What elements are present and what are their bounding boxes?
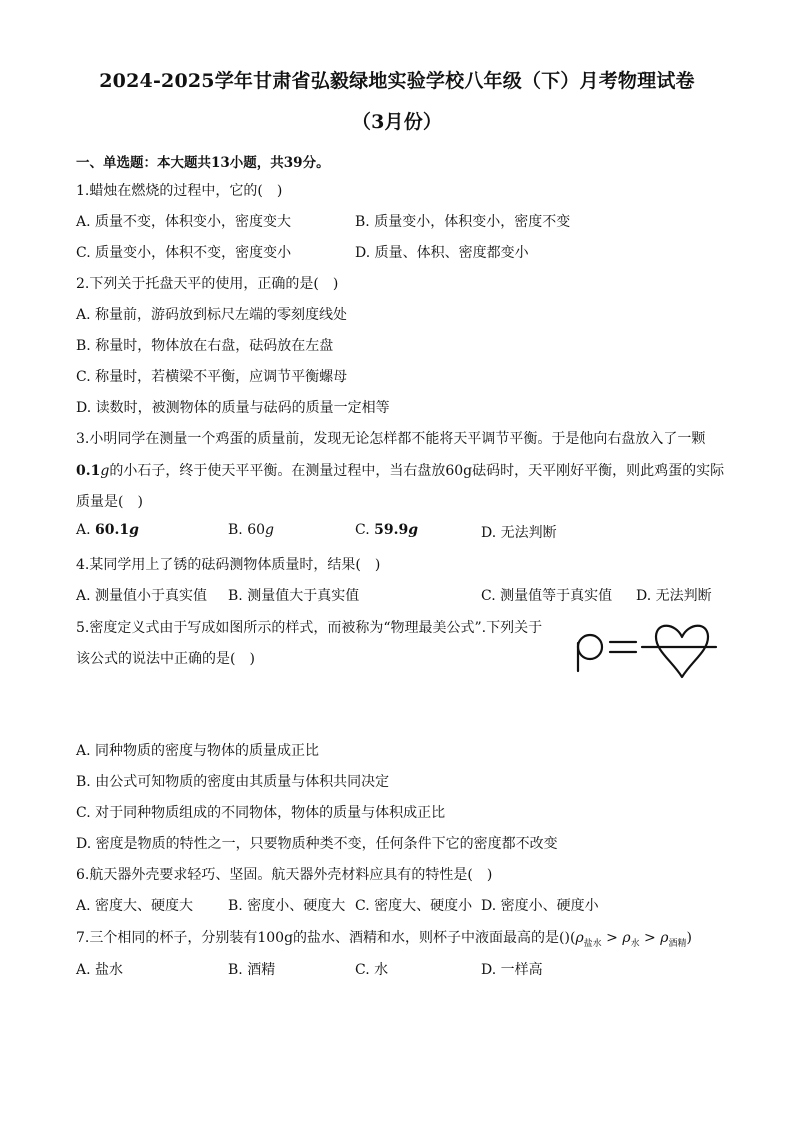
q3-option-a-unit: g bbox=[129, 522, 139, 538]
q3-line2-text: 的小石子，终于使天平平衡。在测量过程中，当右盘放60g砝码时，天平刚好平衡，则此鸡蛋的实际 bbox=[109, 463, 725, 479]
q3-mass-unit: g bbox=[100, 463, 110, 479]
q1-option-b: B. 质量变小，体积变小，密度不变 bbox=[355, 214, 571, 230]
q3-option-c bbox=[355, 522, 418, 538]
q5-option-a: A. 同种物质的密度与物体的质量成正比 bbox=[76, 743, 320, 759]
question-1-stem: 1.蜡烛在燃烧的过程中，它的( ) bbox=[76, 183, 283, 199]
question-3-line1: 3.小明同学在测量一个鸡蛋的质量前，发现无论怎样都不能将天平调节平衡。于是他向右盘放入了一颗 bbox=[76, 431, 706, 447]
q5-option-c: C. 对于同种物质组成的不同物体，物体的质量与体积成正比 bbox=[76, 805, 446, 821]
q4-option-d: D. 无法判断 bbox=[636, 588, 712, 604]
q3-option-a bbox=[76, 522, 139, 538]
q3-option-b bbox=[228, 522, 274, 538]
q4-option-c: C. 测量值等于真实值 bbox=[481, 588, 613, 604]
q5-option-b: B. 由公式可知物质的密度由其质量与体积共同决定 bbox=[76, 774, 390, 790]
q3-option-a-label: A. bbox=[76, 522, 96, 538]
q1-option-c: C. 质量变小，体积不变，密度变小 bbox=[76, 245, 292, 261]
question-5-line1: 5.密度定义式由于写成如图所示的样式，而被称为“物理最美公式”.下列关于 bbox=[76, 620, 543, 636]
q3-option-a-value: 60.1 bbox=[95, 522, 130, 538]
q7-rho-1: ρ bbox=[575, 930, 584, 946]
q7-rho-2: ρ bbox=[622, 930, 631, 946]
q7-gt-2: > bbox=[639, 930, 661, 946]
q5-option-d: D. 密度是物质的特性之一，只要物质种类不变，任何条件下它的密度都不改变 bbox=[76, 836, 558, 852]
section-heading: 一、单选题：本大题共13小题，共39分。 bbox=[76, 155, 330, 171]
q7-sub-water: 水 bbox=[630, 938, 640, 949]
q3-mass-value: 0.1 bbox=[76, 463, 101, 479]
q7-sub-alcohol: 酒精 bbox=[668, 938, 687, 949]
question-3-line3: 质量是( ) bbox=[76, 494, 143, 510]
q7-option-b: B. 酒精 bbox=[228, 962, 276, 978]
q3-option-c-label: C. bbox=[355, 522, 375, 538]
q7-rho-3: ρ bbox=[660, 930, 669, 946]
q2-option-a: A. 称量前，游码放到标尺左端的零刻度线处 bbox=[76, 307, 348, 323]
exam-title: 2024-2025学年甘肃省弘毅绿地实验学校八年级（下）月考物理试卷 bbox=[99, 70, 695, 92]
q7-sub-saltwater: 盐水 bbox=[583, 938, 602, 949]
question-5-line2: 该公式的说法中正确的是( ) bbox=[76, 651, 255, 667]
q3-option-b-label: B. 60 bbox=[228, 522, 266, 538]
q7-close-paren: ) bbox=[686, 930, 692, 946]
question-2-stem: 2.下列关于托盘天平的使用，正确的是( ) bbox=[76, 276, 339, 292]
q1-option-a: A. 质量不变，体积变小，密度变大 bbox=[76, 214, 292, 230]
q6-option-d: D. 密度小、硬度小 bbox=[481, 898, 599, 914]
question-4-stem: 4.某同学用上了锈的砝码测物体质量时，结果( ) bbox=[76, 557, 381, 573]
q7-stem-text: 7.三个相同的杯子，分别装有100g的盐水、酒精和水，则杯子中液面最高的是()( bbox=[76, 930, 576, 946]
q4-option-b: B. 测量值大于真实值 bbox=[228, 588, 360, 604]
q6-option-b: B. 密度小、硬度大 bbox=[228, 898, 346, 914]
q7-option-c: C. 水 bbox=[355, 962, 389, 978]
question-3-line2 bbox=[76, 460, 724, 480]
density-heart-formula-figure bbox=[570, 615, 720, 681]
q7-gt-1: > bbox=[601, 930, 623, 946]
exam-subtitle: （3月份） bbox=[351, 111, 443, 133]
q2-option-c: C. 称量时，若横梁不平衡，应调节平衡螺母 bbox=[76, 369, 348, 385]
q7-option-a: A. 盐水 bbox=[76, 962, 124, 978]
question-6-stem: 6.航天器外壳要求轻巧、坚固。航天器外壳材料应具有的特性是( ) bbox=[76, 867, 493, 883]
q7-option-d: D. 一样高 bbox=[481, 962, 543, 978]
q6-option-a: A. 密度大、硬度大 bbox=[76, 898, 194, 914]
q3-option-c-unit: g bbox=[408, 522, 419, 538]
question-7-stem bbox=[76, 927, 692, 949]
q4-option-a: A. 测量值小于真实值 bbox=[76, 588, 208, 604]
q3-option-c-value: 59.9 bbox=[374, 522, 409, 538]
q6-option-c: C. 密度大、硬度小 bbox=[355, 898, 473, 914]
q3-option-b-unit: g bbox=[265, 522, 274, 538]
q2-option-d: D. 读数时，被测物体的质量与砝码的质量一定相等 bbox=[76, 400, 390, 416]
q3-option-d: D. 无法判断 bbox=[481, 525, 557, 541]
q2-option-b: B. 称量时，物体放在右盘，砝码放在左盘 bbox=[76, 338, 334, 354]
q1-option-d: D. 质量、体积、密度都变小 bbox=[355, 245, 529, 261]
